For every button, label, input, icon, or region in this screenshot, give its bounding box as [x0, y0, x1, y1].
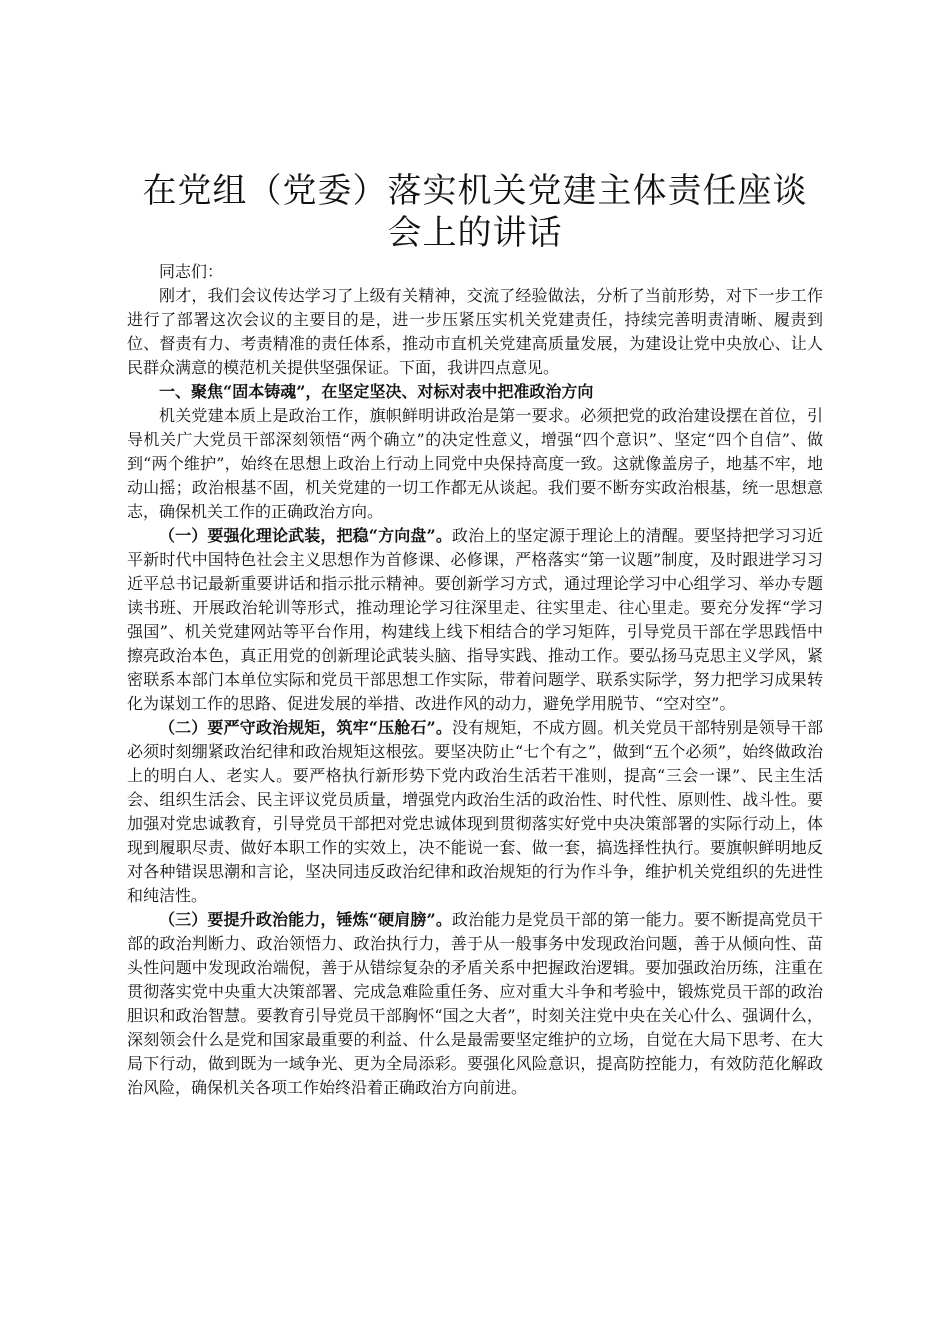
subsection-1-body: 政治上的坚定源于理论上的清醒。要坚持把学习习近平新时代中国特色社会主义思想作为首修课、必修课，严格落实“第一议题”制度，及时跟进学习习近平总书记最新重要讲话和指示批示精神。要创新学习方式，通过理论学习中心组学习、举办专题读书班、开展政治轮训等形式，推动理论学习往深里走、往实里走、往心里走。要充分发挥“学习强国”、机关党建网站等平台作用，构建线上线下相结合的学习矩阵，引导党员干部在学思践悟中擦亮政治本色，真正用党的创新理论武装头脑、指导实践、推动工作。要弘扬马克思主义学风，紧密联系本部门本单位实际和党员干部思想工作实际，带着问题学、联系实际学，努力把学习成果转化为谋划工作的思路、促进发展的举措、改进作风的动力，避免学用脱节、“空对空”。 [127, 526, 823, 713]
document-body [127, 170, 823, 1100]
intro-paragraph: 刚才，我们会议传达学习了上级有关精神，交流了经验做法，分析了当前形势，对下一步工作进行了部署这次会议的主要目的是，进一步压紧压实机关党建责任，持续完善明责清晰、履责到位、督责有力、考责精准的责任体系，推动市直机关党建高质量发展，为建设让党中央放心、让人民群众满意的模范机关提供坚强保证。下面，我讲四点意见。 [127, 286, 823, 377]
subsection-3-heading: （三）要提升政治能力，锤炼“硬肩膀”。 [159, 910, 452, 929]
subsection-2-paragraph [127, 716, 823, 908]
section-1-paragraph: 机关党建本质上是政治工作，旗帜鲜明讲政治是第一要求。必须把党的政治建设摆在首位，引导机关广大党员干部深刻领悟“两个确立”的决定性意义，增强“四个意识”、坚定“四个自信”、做到“两个维护”，始终在思想上政治上行动上同党中央保持高度一致。这就像盖房子，地基不牢，地动山摇；政治根基不固，机关党建的一切工作都无从谈起。我们要不断夯实政治根基，统一思想意志，确保机关工作的正确政治方向。 [127, 406, 823, 521]
salutation: 同志们： [159, 262, 224, 281]
subsection-2-heading: （二）要严守政治规矩，筑牢“压舱石”。 [159, 718, 452, 737]
section-heading-1: 一、聚焦“固本铸魂”，在坚定坚决、对标对表中把准政治方向 [159, 382, 594, 401]
subsection-1-paragraph [127, 524, 823, 716]
document-title: 在党组（党委）落实机关党建主体责任座谈会上的讲话 [142, 171, 808, 253]
subsection-3-body: 政治能力是党员干部的第一能力。要不断提高党员干部的政治判断力、政治领悟力、政治执行力，善于从一般事务中发现政治问题，善于从倾向性、苗头性问题中发现政治端倪，善于从错综复杂的矛盾关系中把握政治逻辑。要加强政治历练，注重在贯彻落实党中央重大决策部署、完成急难险重任务、应对重大斗争和考验中，锻炼党员干部的政治胆识和政治智慧。要教育引导党员干部胸怀“国之大者”，时刻关注党中央在关心什么、强调什么，深刻领会什么是党和国家最重要的利益、什么是最需要坚定维护的立场，自觉在大局下思考、在大局下行动，做到既为一域争光、更为全局添彩。要强化风险意识，提高防控能力，有效防范化解政治风险，确保机关各项工作始终沿着正确政治方向前进。 [127, 910, 823, 1097]
subsection-3-paragraph [127, 908, 823, 1100]
subsection-1-heading: （一）要强化理论武装，把稳“方向盘”。 [159, 526, 452, 545]
subsection-2-body: 没有规矩，不成方圆。机关党员干部特别是领导干部必须时刻绷紧政治纪律和政治规矩这根弦。要坚决防止“七个有之”，做到“五个必须”，始终做政治上的明白人、老实人。要严格执行新形势下党内政治生活若干准则，提高“三会一课”、民主生活会、组织生活会、民主评议党员质量，增强党内政治生活的政治性、时代性、原则性、战斗性。要加强对党忠诚教育，引导党员干部把对党忠诚体现到贯彻落实好党中央决策部署的实际行动上，体现到履职尽责、做好本职工作的实效上，决不能说一套、做一套，搞选择性执行。要旗帜鲜明地反对各种错误思潮和言论，坚决同违反政治纪律和政治规矩的行为作斗争，维护机关党组织的先进性和纯洁性。 [127, 718, 823, 905]
